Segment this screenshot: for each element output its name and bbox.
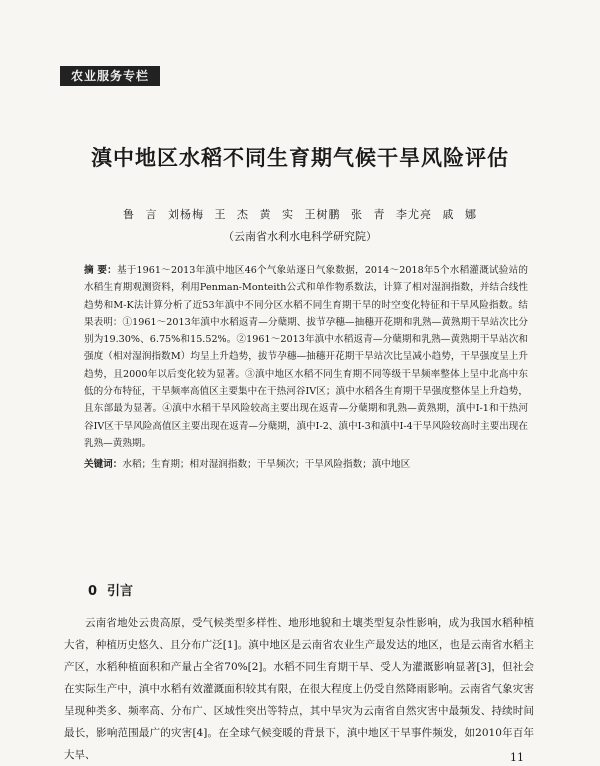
abstract-text: 基于1961～2013年滇中地区46个气象站逐日气象数据，2014～2018年5个水稻灌溉试验站的水稻生育期观测资料，利用Penman-Monteith公式和单作物系数法，计算了相对湿润指数，并结合线性趋势和M-K法计算分析了近53年滇中不同分区水稻不同生育期干旱的时空变化特征和干旱风险指数。结果表明：①1961～2013年滇中水稻返青—分蘖期、拔节孕穗—抽穗开花期和乳熟—黄熟期干旱站次比分别为19.30%、6.75%和15.52%。②1961～2013年滇中水稻返青—分蘖期和乳熟—黄熟期干旱站次和强度（相对湿润指数M）均呈上升趋势，拔节孕穗—抽穗开花期干旱站次比呈减小趋势，干旱强度呈上升趋势，且2000年以后变化较为显著。③滇中地区水稻不同生育期不同等级干旱频率整体上呈中北高中东低的分布特征，干旱频率高值区主要集中在干热河谷IV区；滇中水稻各生育期干旱强度整体呈上升趋势，且东部最为显著。④滇中水稻干旱风险较高主要出现在返青—分蘖期和乳熟—黄熟期，滇中I-1和干热河谷IV区干旱风险高值区主要出现在返青—分蘖期，滇中I-2、滇中I-3和滇中I-4干旱风险较高时主要出现在乳熟—黄熟期。 (84, 265, 528, 449)
abstract-label: 摘 要： (84, 265, 117, 276)
intro-paragraph: 云南省地处云贵高原，受气候类型多样性、地形地貌和土壤类型复杂性影响，成为我国水稻种植大省，种植历史悠久、且分布广泛[1]。滇中地区是云南省农业生产最发达的地区，也是云南省水稻主产区，水稻种植面积和产量占全省70%[2]。水稻不同生育期干旱、受人为灌溉影响显著[3]，但社会在实际生产中，滇中水稻有效灌溉面积较其有限，在很大程度上仍受自然降雨影响。云南省气象灾害呈现种类多、频率高、分布广、区域性突出等特点，其中旱灾为云南省自然灾害中最频发、持续时间最长，影响范围最广的灾害[4]。在全球气候变暖的背景下，滇中地区干旱事件频发，如2010年百年大旱、 (64, 617, 534, 761)
keywords-text: 水稻；生育期；相对湿润指数；干旱频次；干旱风险指数；滇中地区 (122, 459, 411, 470)
keywords (84, 457, 528, 473)
column-badge: 农业服务专栏 (60, 66, 160, 86)
abstract (84, 262, 528, 452)
author-list: 鲁 言 刘杨梅 王 杰 黄 实 王树鹏 张 青 李尤亮 戚 娜 (123, 208, 477, 221)
section-title: 引言 (107, 584, 134, 599)
section-heading (88, 580, 133, 599)
affiliation: （云南省水利水电科学研究院） (223, 230, 377, 243)
section-number: 0 (88, 584, 98, 599)
page-number: 11 (510, 751, 524, 764)
keywords-label: 关键词： (84, 459, 123, 470)
paper-title: 滇中地区水稻不同生育期气候干旱风险评估 (91, 146, 509, 170)
